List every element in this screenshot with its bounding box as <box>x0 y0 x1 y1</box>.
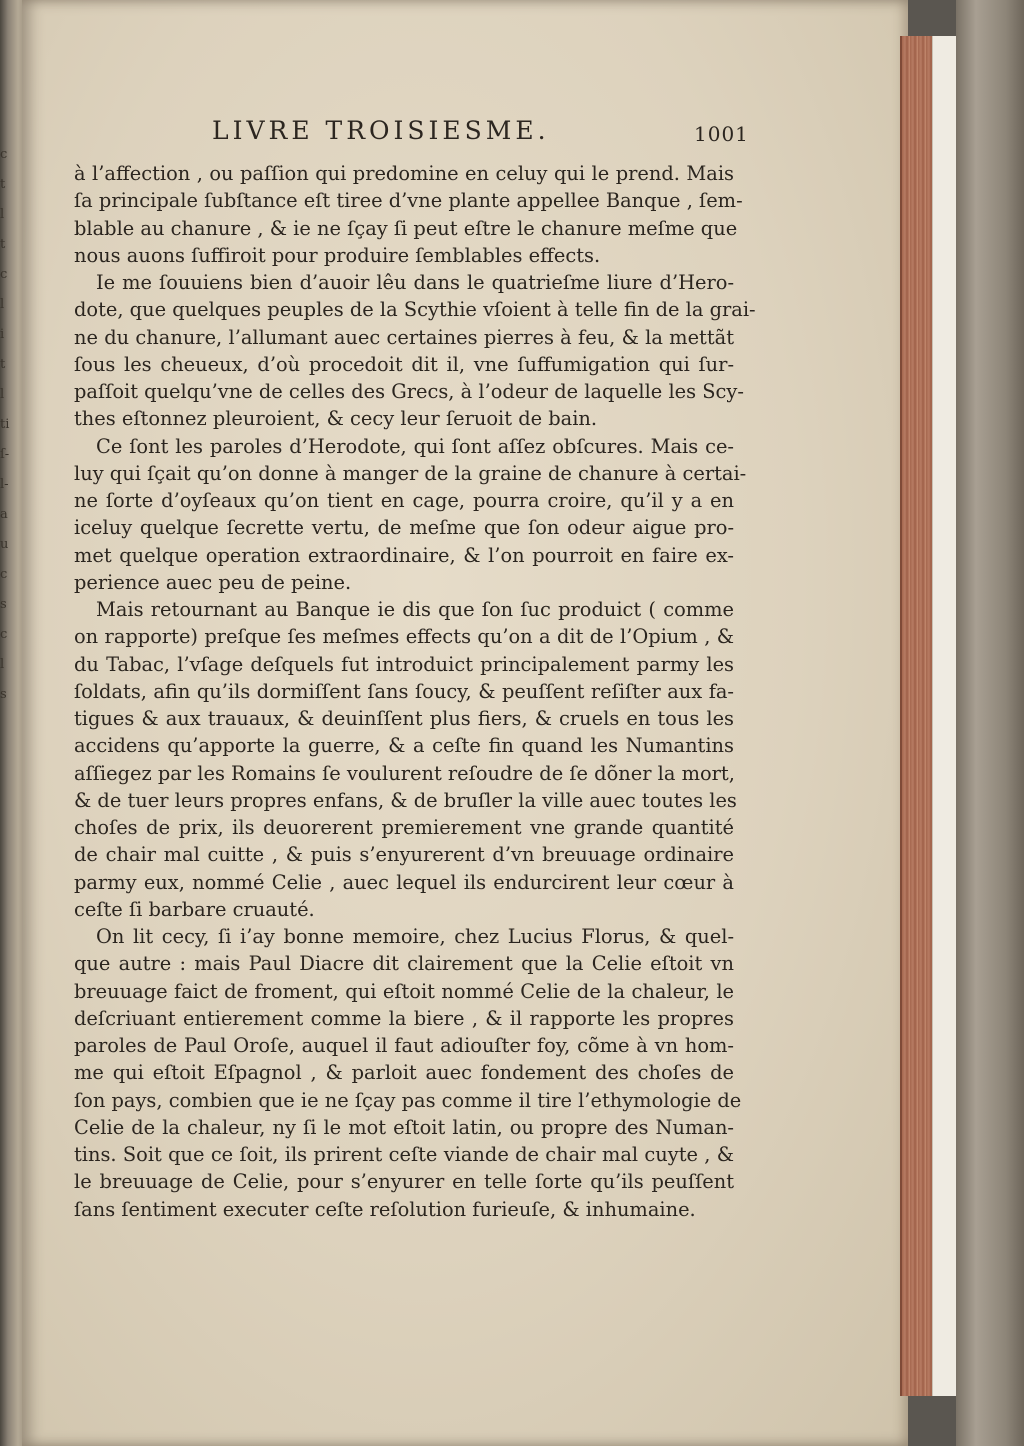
margin-fragment: c <box>0 147 8 162</box>
text-line: dote, que quelques peuples de la Scythie vſoient à telle fin de la grai- <box>74 298 756 322</box>
text-line: On lit cecy, ſi i’ay bonne memoire, chez Lucius Florus, & quel- <box>96 925 734 948</box>
text-line: Ie me ſouuiens bien d’auoir lêu dans le quatrieſme liure d’Hero- <box>96 271 734 294</box>
text-line: le breuuage de Celie, pour s’enyurer en telle ſorte qu’ils peuſſent <box>74 1170 734 1194</box>
text-line: perience auec peu de peine. <box>74 570 352 594</box>
text-line: breuuage faict de froment, qui eſtoit nommé Celie de la chaleur, le <box>74 979 734 1003</box>
text-line: paſſoit quelqu’vne de celles des Grecs, à l’odeur de laquelle les Scy- <box>74 380 744 403</box>
text-line: de chair mal cuitte , & puis s’enyurerent d’vn breuuage ordinaire <box>74 843 734 867</box>
text-line: choſes de prix, ils deuorerent premierement vne grande quantité <box>74 816 734 839</box>
text-line: parmy eux, nommé Celie , auec lequel ils endurcirent leur cœur à <box>74 870 734 894</box>
text-line: ſon pays, combien que ie ne ſçay pas comme il tire l’ethymologie de <box>74 1088 742 1112</box>
text-line: nous auons ſuffiroit pour produire ſemblables effects. <box>74 243 601 267</box>
margin-fragment: l <box>0 297 5 312</box>
text-line: Mais retournant au Banque ie dis que ſon ſuc produict ( comme <box>96 598 734 621</box>
text-line: thes eſtonnez pleuroient, & cecy leur ſeruoit de bain. <box>74 407 598 431</box>
text-line: ſa principale ſubſtance eſt tiree d’vne plante appellee Banque , ſem- <box>74 189 743 213</box>
margin-fragment: t <box>0 237 6 252</box>
text-line: du Tabac, l’vſage deſquels fut introduict principalement parmy les <box>74 652 734 676</box>
margin-fragment: s <box>0 597 7 612</box>
text-line: Ce ſont les paroles d’Herodote, qui ſont aſſez obſcures. Mais ce- <box>96 434 734 458</box>
running-title: LIVRE TROISIESME. <box>212 116 550 145</box>
book-cover <box>956 0 1024 1446</box>
text-line: à l’affection , ou paſſion qui predomine en celuy qui le prend. Mais <box>74 162 734 185</box>
text-line: accidens qu’apporte la guerre, & a ceſte fin quand les Numantins <box>74 734 734 758</box>
margin-fragment: t <box>0 177 6 192</box>
text-line: ſans ſentiment executer ceſte reſolution furieuſe, & inhumaine. <box>74 1197 696 1221</box>
margin-fragment: u <box>0 537 9 552</box>
previous-page-margin-letters <box>0 140 12 710</box>
margin-fragment: c <box>0 627 8 642</box>
margin-fragment: l <box>0 657 5 672</box>
text-line: tins. Soit que ce ſoit, ils prirent ceſte viande de chair mal cuyte , & <box>74 1143 734 1166</box>
text-line: aſſiegez par les Romains ſe voulurent reſoudre de ſe dõner la mort, <box>74 761 735 785</box>
text-line: on rapporte) preſque ſes meſmes effects qu’on a dit de l’Opium , & <box>74 625 734 649</box>
text-line: & de tuer leurs propres enfans, & de bruſler la ville auec toutes les <box>74 788 737 812</box>
margin-fragment: c <box>0 567 8 582</box>
text-line: ſoldats, afin qu’ils dormiſſent ſans ſoucy, & peuſſent reſiſter aux fa- <box>74 679 734 703</box>
margin-fragment: ſ- <box>0 447 10 462</box>
text-line: ſous les cheueux, d’où procedoit dit il, vne ſuffumigation qui ſur- <box>74 352 734 376</box>
margin-fragment: l <box>0 387 5 402</box>
margin-fragment: ti <box>0 417 10 432</box>
margin-fragment: l <box>0 207 5 222</box>
text-line: ceſte ſi barbare cruauté. <box>74 897 315 921</box>
text-line: met quelque operation extraordinaire, & l’on pourroit en faire ex- <box>74 543 734 567</box>
text-line: iceluy quelque ſecrette vertu, de meſme que ſon odeur aigue pro- <box>74 516 734 540</box>
text-line: luy qui ſçait qu’on donne à manger de la graine de chanure à certai- <box>74 461 747 485</box>
page-fore-edge <box>900 36 936 1396</box>
margin-fragment: l- <box>0 477 9 492</box>
text-line: paroles de Paul Oroſe, auquel il faut adiouſter foy, cõme à vn hom- <box>74 1034 734 1057</box>
body-text <box>74 160 756 1223</box>
book-page <box>22 0 908 1446</box>
text-line: que autre : mais Paul Diacre dit clairement que la Celie eſtoit vn <box>74 952 734 976</box>
margin-fragment: i <box>0 327 5 342</box>
endpaper <box>932 36 957 1396</box>
folio-number: 1001 <box>694 122 749 146</box>
text-line: blable au chanure , & ie ne ſçay ſi peut eſtre le chanure meſme que <box>74 216 738 240</box>
margin-fragment: t <box>0 357 6 372</box>
text-line: me qui eſtoit Eſpagnol , & parloit auec fondement des choſes de <box>74 1061 734 1085</box>
margin-fragment: a <box>0 507 8 522</box>
margin-fragment: s <box>0 687 7 702</box>
text-line: ne ſorte d’oyſeaux qu’on tient en cage, pourra croire, qu’il y a en <box>74 489 734 512</box>
text-line: ne du chanure, l’allumant auec certaines pierres à feu, & la mettãt <box>74 325 734 349</box>
margin-fragment: c <box>0 267 8 282</box>
text-line: tigues & aux trauaux, & deuinſſent plus fiers, & cruels en tous les <box>74 707 734 730</box>
text-line: Celie de la chaleur, ny ſi le mot eſtoit latin, ou propre des Numan- <box>74 1115 734 1139</box>
text-line: deſcriuant entierement comme la biere , & il rapporte les propres <box>74 1006 734 1030</box>
